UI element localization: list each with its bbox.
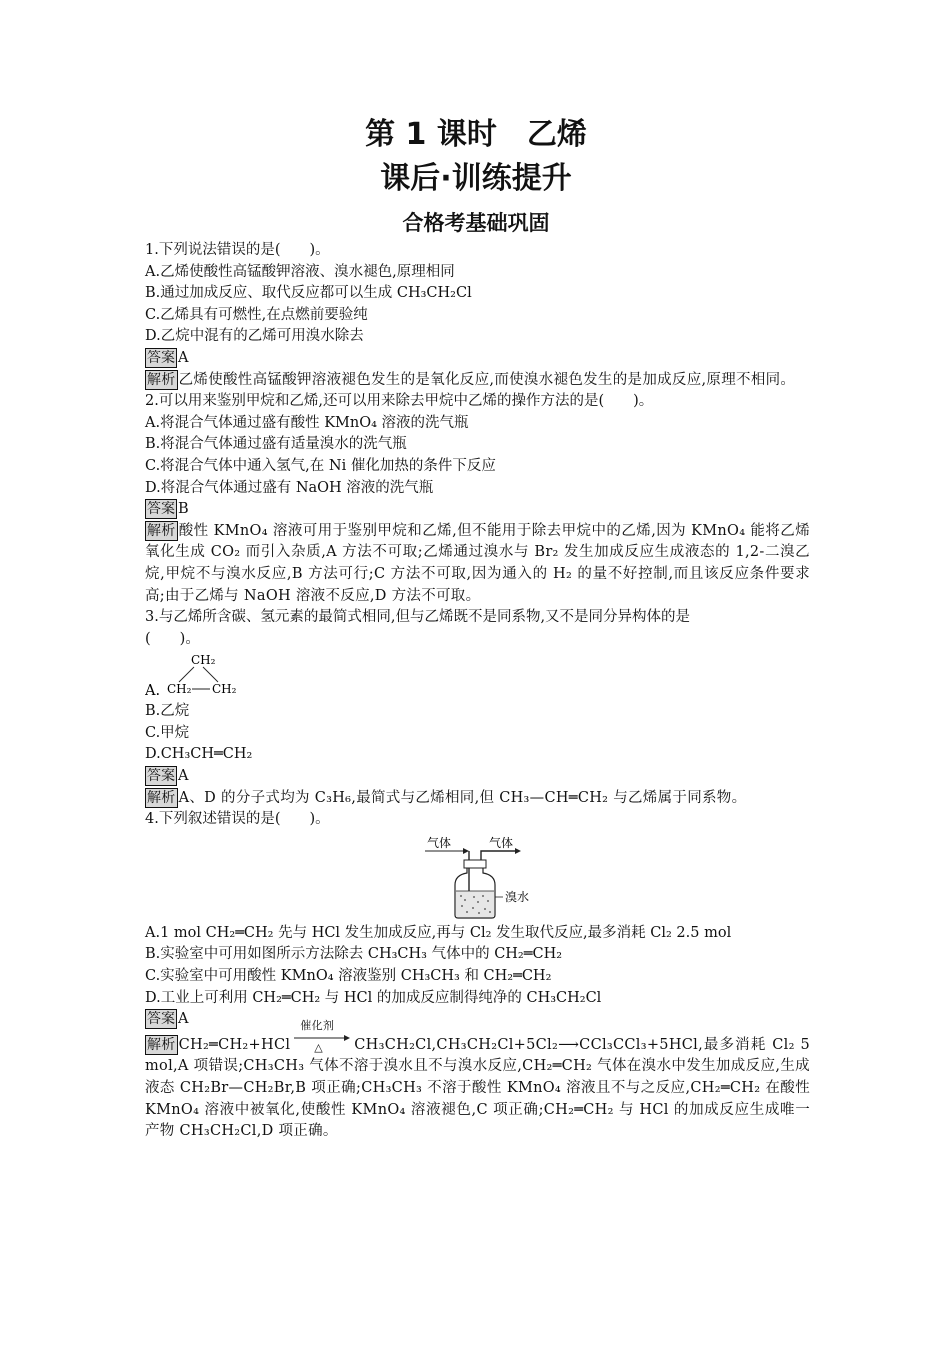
lesson-title: 第 1 课时 乙烯 xyxy=(365,117,587,152)
q2-answer-value: B xyxy=(178,501,189,518)
q4-analysis-rest: CH₃CH₂Cl,CH₃CH₂Cl+5Cl₂⟶CCl₃CCl₃+5HCl,最多消耗 Cl₂ 5 mol,A 项错误;CH₃CH₃ 气体不溶于溴水且不与溴水反应,CH₂═CH₂ 气体在溴水中发生加成反应,生成液态 CH₂Br—CH₂Br,B 项正确;CH₃CH₃ 不溶于酸性 KMnO₄ 溶液且不与之反应,CH₂═CH₂ 在酸性 KMnO₄ 溶液中被氧化,使酸性 KMnO₄ 溶液褪色,C 项正确;CH₂═CH₂ 与 HCl 的加成反应生成唯一产物 CH₃CH₂Cl,D 项正确。 xyxy=(145,1036,810,1140)
cyclopropane-structure xyxy=(145,651,265,701)
q3-option-b: B.乙烷 xyxy=(145,703,190,720)
q2-option-b: B.将混合气体通过盛有适量溴水的洗气瓶 xyxy=(145,436,407,453)
q3-answer-value: A xyxy=(178,768,189,785)
q3-option-a-label: A. xyxy=(145,683,161,700)
q3-option-c: C.甲烷 xyxy=(145,724,190,741)
bottle-stopper xyxy=(464,860,486,868)
lesson-subtitle: 课后·训练提升 xyxy=(380,161,572,196)
question-list xyxy=(145,240,810,1143)
q4-answer xyxy=(145,1009,810,1031)
q3-stem-line2: ( )。 xyxy=(145,630,200,647)
q4-option-b: B.实验室中可用如图所示方法除去 CH₃CH₃ 气体中的 CH₂═CH₂ xyxy=(145,946,563,963)
q3-stem-line1: 3.与乙烯所含碳、氢元素的最简式相同,但与乙烯既不是同系物,又不是同分异构体的是 xyxy=(145,609,691,626)
ring-bond-left xyxy=(179,667,194,682)
catalyst-label: 催化剂 xyxy=(300,1018,335,1032)
ring-top-ch2: CH₂ xyxy=(191,653,216,668)
q3-analysis xyxy=(145,788,810,810)
q2-analysis xyxy=(145,521,810,607)
q1-option-c: C.乙烯具有可燃性,在点燃前要验纯 xyxy=(145,306,368,323)
gas-outlet-label: 气体 xyxy=(489,835,514,850)
analysis-tag: 解析 xyxy=(147,522,176,539)
q1-option-d: D.乙烷中混有的乙烯可用溴水除去 xyxy=(145,328,364,345)
q2-option-d: D.将混合气体通过盛有 NaOH 溶液的洗气瓶 xyxy=(145,479,434,496)
q2-answer xyxy=(145,499,810,521)
q1-answer-value: A xyxy=(178,349,189,366)
answer-tag: 答案 xyxy=(147,1011,175,1028)
q2-analysis-text: 酸性 KMnO₄ 溶液可用于鉴别甲烷和乙烯,但不能用于除去甲烷中的乙烯,因为 KMnO₄ 能将乙烯氧化生成 CO₂ 而引入杂质,A 方法不可取;乙烯通过溴水与 Br₂ 发生加成反应生成液态的 1,2-二溴乙烷,甲烷不与溴水反应,B 方法可行;C 方法不可取,因为通入的 H₂ 的量不好控制,而且该反应条件要求高;由于乙烯与 NaOH 溶液不反应,D 方法不可取。 xyxy=(145,522,810,604)
q3-option-d: D.CH₃CH═CH₂ xyxy=(145,746,253,763)
q3-answer xyxy=(145,766,810,788)
q1-analysis-text: 乙烯使酸性高锰酸钾溶液褪色发生的是氧化反应,而使溴水褪色发生的是加成反应,原理不相同。 xyxy=(178,371,796,388)
q1-option-a: A.乙烯使酸性高锰酸钾溶液、溴水褪色,原理相同 xyxy=(145,263,455,280)
q4-option-a: A.1 mol CH₂═CH₂ 先与 HCl 发生加成反应,再与 Cl₂ 发生取代反应,最多消耗 Cl₂ 2.5 mol xyxy=(145,924,732,941)
answer-tag: 答案 xyxy=(147,349,175,366)
q2-option-c: C.将混合气体中通入氢气,在 Ni 催化加热的条件下反应 xyxy=(145,457,496,474)
q1-analysis xyxy=(145,370,810,392)
q4-analysis-head: CH₂═CH₂+HCl xyxy=(178,1036,291,1053)
analysis-tag: 解析 xyxy=(147,1036,176,1053)
reaction-condition xyxy=(294,1018,350,1054)
bromine-water xyxy=(456,891,494,917)
q4-answer-value: A xyxy=(178,1011,189,1028)
ring-left-ch2: CH₂ xyxy=(167,682,192,697)
heat-symbol: △ xyxy=(314,1040,324,1054)
answer-tag: 答案 xyxy=(147,768,175,785)
liquid-label: 溴水 xyxy=(505,889,530,904)
outlet-tube xyxy=(481,851,519,867)
analysis-tag: 解析 xyxy=(147,789,176,806)
outlet-arrowhead xyxy=(515,848,521,854)
gas-washing-bottle-figure xyxy=(423,835,543,919)
q3-analysis-text: A、D 的分子式均为 C₃H₆,最简式与乙烯相同,但 CH₃—CH═CH₂ 与乙烯属于同系物。 xyxy=(178,789,747,806)
q1-answer xyxy=(145,348,810,370)
section-heading: 合格考基础巩固 xyxy=(402,211,550,235)
q3-option-a xyxy=(145,651,810,701)
answer-tag: 答案 xyxy=(147,501,175,518)
q4-option-c: C.实验室中可用酸性 KMnO₄ 溶液鉴别 CH₃CH₃ 和 CH₂═CH₂ xyxy=(145,968,552,985)
gas-inlet-label: 气体 xyxy=(427,835,452,850)
q1-option-b: B.通过加成反应、取代反应都可以生成 CH₃CH₂Cl xyxy=(145,285,472,302)
analysis-tag: 解析 xyxy=(147,371,176,388)
q4-option-d: D.工业上可利用 CH₂═CH₂ 与 HCl 的加成反应制得纯净的 CH₃CH₂Cl xyxy=(145,989,602,1006)
q4-stem: 4.下列叙述错误的是( )。 xyxy=(145,811,330,828)
ring-right-ch2: CH₂ xyxy=(212,682,237,697)
inlet-arrowhead xyxy=(463,848,469,854)
ring-bond-right xyxy=(203,667,218,682)
q2-stem: 2.可以用来鉴别甲烷和乙烯,还可以用来除去甲烷中乙烯的操作方法的是( )。 xyxy=(145,393,654,410)
q2-option-a: A.将混合气体通过盛有酸性 KMnO₄ 溶液的洗气瓶 xyxy=(145,414,469,431)
q1-stem: 1.下列说法错误的是( )。 xyxy=(145,242,330,258)
